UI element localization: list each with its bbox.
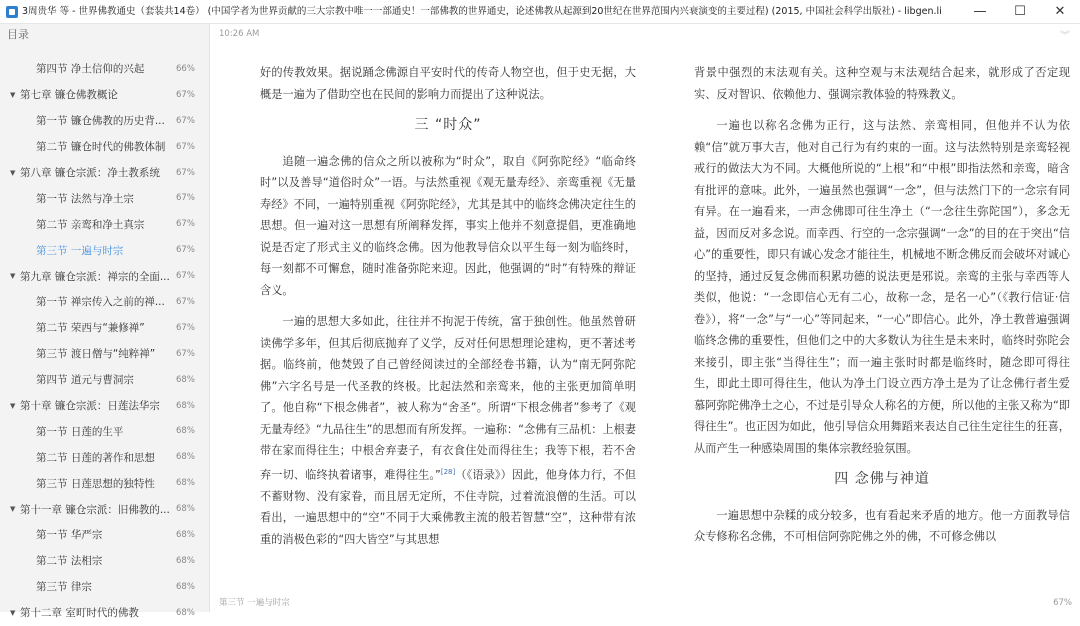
toc-item-label: 第一节 日莲的生平 — [36, 425, 124, 438]
toc-item-label: 第十章 镰仓宗派：日莲法华宗 — [20, 400, 160, 413]
title-bar — [0, 0, 1080, 24]
app-icon — [6, 6, 18, 18]
toc-item-progress: 68% — [176, 374, 195, 385]
toc-item[interactable] — [0, 82, 210, 108]
toc-item[interactable] — [0, 56, 210, 82]
toc-item-label: 第一节 镰仓佛教的历史背... — [36, 115, 165, 128]
close-button[interactable]: ✕ — [1054, 4, 1066, 19]
expand-triangle-icon[interactable]: ▼ — [10, 505, 16, 514]
toc-item[interactable] — [0, 367, 210, 393]
toc-item-label: 第四节 道元与曹洞宗 — [36, 374, 134, 387]
toc-item-progress: 67% — [176, 141, 195, 152]
footnote-link[interactable]: [28] — [440, 467, 456, 476]
window-title: 3周贵华 等 - 世界佛教通史（套装共14卷） (中国学者为世界贡献的三大宗教中唯一一部通史！一部佛教的世界通史，论述佛教从起源到20世纪在世界范围内兴衰演变的主要过程) (2015, 中国社会科学出版社) - libgen.li — [22, 5, 942, 17]
toc-item[interactable] — [0, 522, 210, 548]
toc-item-label: 第一节 法然与净土宗 — [36, 192, 134, 205]
clock-time: 10:26 AM — [219, 29, 260, 39]
toc-item[interactable] — [0, 108, 210, 134]
toc-item[interactable] — [0, 160, 210, 186]
toc-item-label: 第一节 华严宗 — [36, 529, 103, 542]
toc-item[interactable] — [0, 444, 210, 470]
paragraph: 追随一遍念佛的信众之所以被称为“时众”，取自《阿弥陀经》“临命终时”以及善导“道俗时众”一语。与法然重视《观无量寿经》、亲鸾重视《无量寿经》不同，一遍特别重视《阿弥陀经》，尤其是其中的临终念佛决定往生的思想。但一遍对这一思想有所阐释发挥，事实上他并不刻意提倡，更准确地说是否定了形式主义的临终念佛。因为他教导信众以平生每一刻为临终时，每一刻都不可懈怠，随时准备弥陀来迎。因此，他强调的“时”有特殊的辩证含义。 — [260, 154, 636, 297]
toc-item-label: 第三节 日莲思想的独特性 — [36, 477, 155, 490]
toc-item-progress: 67% — [176, 296, 195, 307]
chevron-down-icon[interactable]: ︾ — [1060, 31, 1070, 42]
toc-item-progress: 68% — [176, 478, 195, 489]
toc-item-progress: 67% — [176, 193, 195, 204]
expand-triangle-icon[interactable]: ▼ — [10, 168, 16, 177]
toc-item-progress: 68% — [176, 426, 195, 437]
toc-item[interactable] — [0, 341, 210, 367]
scrollbar[interactable] — [1074, 24, 1080, 612]
toc-item-label: 第三节 律宗 — [36, 581, 92, 594]
toc-item-label: 第二节 荣西与“兼修禅” — [36, 322, 145, 335]
toc-item[interactable] — [0, 418, 210, 444]
paragraph: 好的传教效果。据说踊念佛源自平安时代的传奇人物空也，但于史无据，大概是一遍为了借助空也在民间的影响力而提出了这种说法。 — [260, 66, 636, 101]
expand-triangle-icon[interactable]: ▼ — [10, 401, 16, 410]
reader-pane — [210, 24, 1080, 612]
toc-item-progress: 68% — [176, 529, 195, 540]
page-column-left — [260, 62, 636, 560]
toc-item[interactable] — [0, 185, 210, 211]
toc-item-label: 第十二章 室町时代的佛教 — [20, 607, 139, 620]
toc-item-label: 第一节 禅宗传入之前的禅... — [36, 296, 165, 309]
toc-item-progress: 68% — [176, 504, 195, 515]
toc-list — [0, 56, 210, 626]
toc-item[interactable] — [0, 289, 210, 315]
toc-item-label: 第十一章 镰仓宗派：旧佛教的... — [20, 503, 170, 516]
toc-item-progress: 68% — [176, 555, 195, 566]
toc-item-label: 第二节 亲鸾和净土真宗 — [36, 218, 145, 231]
toc-item[interactable] — [0, 470, 210, 496]
toc-item-progress: 67% — [176, 245, 195, 256]
toc-sidebar — [0, 24, 210, 620]
toc-item-label: 第四节 净土信仰的兴起 — [36, 63, 145, 76]
toc-item[interactable] — [0, 574, 210, 600]
toc-item-progress: 67% — [176, 322, 195, 333]
toc-item-label: 第三节 一遍与时宗 — [36, 244, 124, 257]
paragraph: 一遍也以称名念佛为正行，这与法然、亲鸾相同，但他并不认为依赖“信”就万事大吉，他对自己行为有约束的一面。这与法然特别是亲鸾轻视戒行的做法大为不同。大概他所说的“上根”和“中根”即指法然和亲鸾，暗含有批评的意味。此外，一遍虽然也强调“一念”，但与法然门下的一念宗有同有异。在一遍看来，一声念佛即可往生净土（“一念往生弥陀国”），多念无益，因而反对多念说。而幸西、行空的一念宗强调“一念”的目的在于突出“信心”的重要性，即只有诚心发念才能往生，机械地不断念佛反而会破坏对诚心的坚持，通过反复念佛而积累功德的说法更是邪说。亲鸾的主张与幸西等人类似，他说：“一念即信心无有二心，故称一念，是名一心”（《教行信证·信卷》），将“一念”与“一心”等同起来，“一心”即信心。此外，净土教普遍强调临终念佛的重要性，但他们之中的大多数认为往生是未来时，临终时弥陀会来接引，即主张“当得往生”；而一遍主张时时都是临终时，随念即可得往生，即此土即可得往生，他认为净土门设立西方净土是为了让念佛行者生爱慕阿弥陀佛净土之心，不过是引导众人称名的方便，所以他的主张又称为“即得往生”。也正因为如此，他引导信众用舞蹈来表达自己往生定往生的狂喜，从而产生一种感染周围的集体宗教经验氛围。 — [694, 119, 1070, 455]
maximize-button[interactable]: ☐ — [1014, 4, 1026, 19]
toc-item-label: 第九章 镰仓宗派：禅宗的全面... — [20, 270, 170, 283]
toc-item[interactable] — [0, 600, 210, 626]
toc-header: 目录 — [7, 28, 29, 41]
paragraph: 一遍思想中杂糅的成分较多，也有看起来矛盾的地方。他一方面教导信众专修称名念佛，不可相信阿弥陀佛之外的佛，不可修念佛以 — [694, 508, 1070, 543]
toc-item-label: 第二节 镰仓时代的佛教体制 — [36, 141, 166, 154]
toc-item-progress: 67% — [176, 271, 195, 282]
toc-item[interactable] — [0, 237, 210, 263]
toc-item-progress: 68% — [176, 452, 195, 463]
toc-item[interactable] — [0, 211, 210, 237]
toc-item[interactable] — [0, 315, 210, 341]
toc-item-progress: 68% — [176, 400, 195, 411]
toc-item-progress: 67% — [176, 89, 195, 100]
toc-item[interactable] — [0, 548, 210, 574]
paragraph-text: （《语录》）因此，他身体力行，不但不蓄财物、没有家眷，而且居无定所，不住寺院，过着流浪僧的生活。可以看出，一遍思想中的“空”不同于大乘佛教主流的般若智慧“空”，这种带有浓重的消极色彩的“四大皆空”与其思想 — [260, 468, 636, 546]
section-heading: 四 念佛与神道 — [834, 471, 930, 487]
toc-item-label: 第二节 日莲的著作和思想 — [36, 451, 155, 464]
toc-item-progress: 67% — [176, 115, 195, 126]
toc-item-label: 第七章 镰仓佛教概论 — [20, 89, 118, 102]
expand-triangle-icon[interactable]: ▼ — [10, 608, 16, 617]
footer-chapter-title: 第三节 一遍与时宗 — [219, 598, 290, 608]
expand-triangle-icon[interactable]: ▼ — [10, 272, 16, 281]
toc-item-label: 第三节 渡日僧与“纯粹禅” — [36, 348, 156, 361]
expand-triangle-icon[interactable]: ▼ — [10, 90, 16, 99]
section-heading: 三 “时众” — [414, 117, 482, 133]
toc-item[interactable] — [0, 496, 210, 522]
paragraph: 背景中强烈的末法观有关。这种空观与末法观结合起来，就形成了否定现实、反对智识、依赖他力、强调宗教体验的特殊教义。 — [694, 66, 1070, 101]
toc-item-progress: 67% — [176, 219, 195, 230]
toc-item-progress: 68% — [176, 581, 195, 592]
page-column-right — [694, 62, 1070, 558]
toc-item-label: 第二节 法相宗 — [36, 555, 103, 568]
toc-item-progress: 68% — [176, 607, 195, 618]
toc-item-progress: 67% — [176, 167, 195, 178]
toc-item[interactable] — [0, 263, 210, 289]
minimize-button[interactable]: — — [973, 4, 987, 19]
toc-item-progress: 67% — [176, 348, 195, 359]
toc-item-progress: 66% — [176, 63, 195, 74]
toc-item-label: 第八章 镰仓宗派：净土教系统 — [20, 167, 160, 179]
paragraph-text: 一遍的思想大多如此，往往并不拘泥于传统，富于独创性。他虽然曾研读佛学多年，但其后彻底抛弃了义学，反对任何思想理论建构，更不著述考据。临终前，他焚毁了自己曾经阅读过的全部经卷书籍，认为“南无阿弥陀佛”六字名号是一代圣教的终极。比起法然和亲鸾来，他的主张更加简单明了。他自称“下根念佛者”，被人称为“舍圣”。所谓“下根念佛者”参考了《观无量寿经》“九品往生”的思想而有所发挥。一遍称：“念佛有三品机：上根妻带在家而得往生；中根舍弃妻子，有衣食住处而得往生；我等下根，若不舍弃一切、临终执着诸事，难得往生。” — [260, 315, 636, 482]
toc-item[interactable] — [0, 134, 210, 160]
paragraph — [260, 311, 636, 550]
footer-progress: 67% — [1053, 598, 1072, 608]
toc-item[interactable] — [0, 393, 210, 419]
